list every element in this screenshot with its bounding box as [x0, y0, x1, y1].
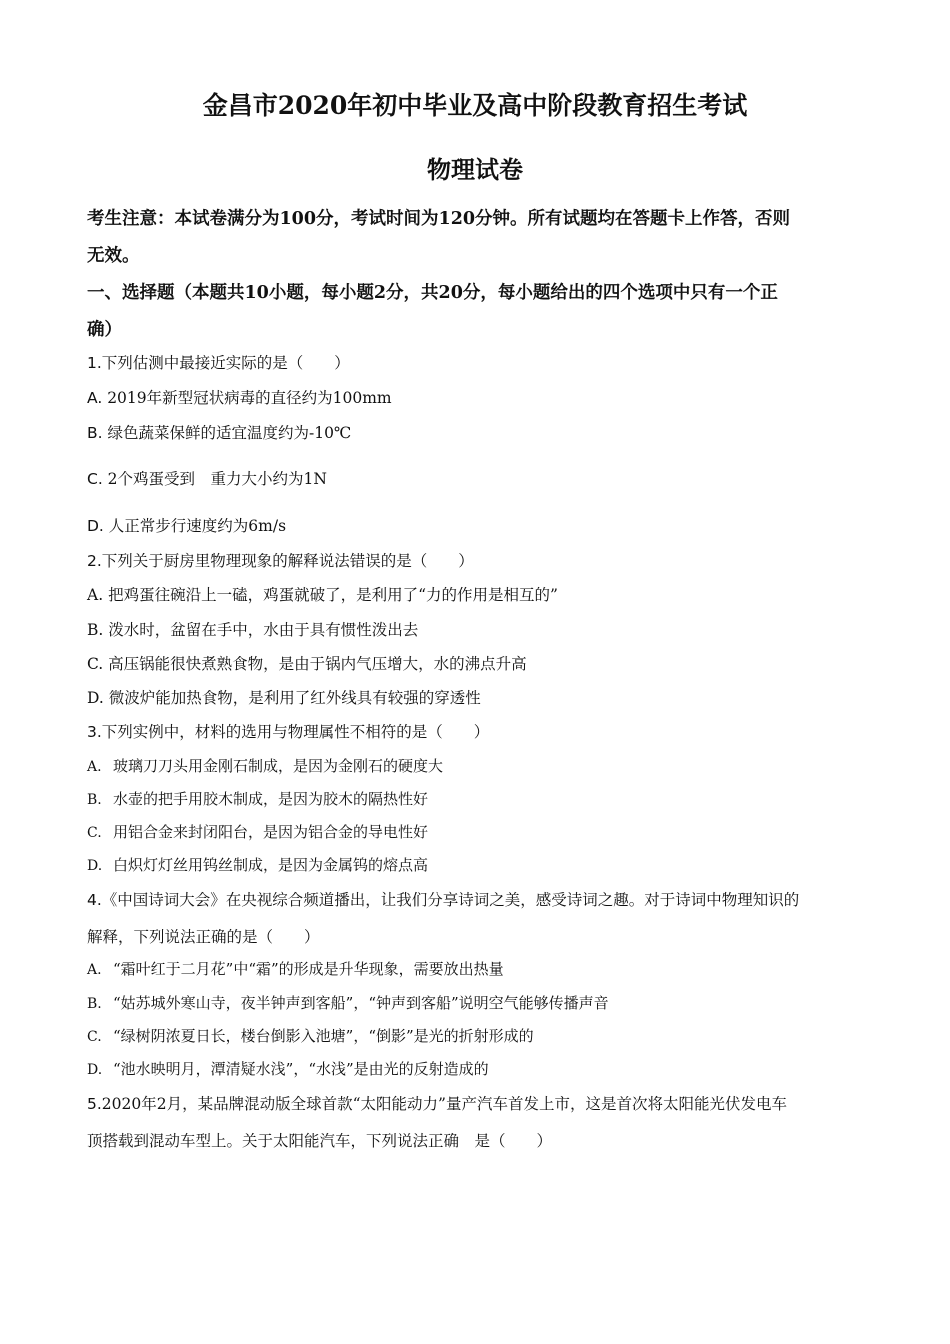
- notice-line-1: 考生注意：本试卷满分为100分，考试时间为120分钟。所有试题均在答题卡上作答，否则: [87, 209, 791, 229]
- option-text: 白炽灯灯丝用钨丝制成，是因为金属钨的熔点高: [113, 856, 429, 874]
- option-label: A.: [87, 962, 102, 978]
- option-text: 2019年新型冠状病毒的直径约为100mm: [102, 389, 392, 407]
- option-label: A.: [87, 389, 103, 407]
- question-2-option-a: [87, 583, 558, 605]
- question-1-option-a: [87, 386, 392, 408]
- option-label: B.: [87, 792, 102, 808]
- section-heading-line-1: 一、选择题（本题共10小题，每小题2分，共20分，每小题给出的四个选项中只有一个正: [87, 283, 778, 303]
- question-text: 《中国诗词大会》在央视综合频道播出，让我们分享诗词之美，感受诗词之趣。对于诗词中物理知识的: [101, 891, 800, 909]
- question-1-option-d: [87, 514, 286, 536]
- option-text: “绿树阴浓夏日长，楼台倒影入池塘”，“倒影”是光的折射形成的: [113, 1027, 534, 1045]
- option-text: 2个鸡蛋受到 重力大小约为1N: [102, 470, 327, 488]
- question-4-option-a: [87, 958, 504, 979]
- option-label: B.: [87, 996, 102, 1012]
- question-4-option-d: [87, 1058, 489, 1079]
- option-label: A.: [87, 586, 104, 604]
- question-4-option-c: [87, 1025, 534, 1046]
- option-label: D.: [87, 517, 104, 535]
- option-text: 人正常步行速度约为6m/s: [103, 517, 287, 535]
- question-4-option-b: [87, 992, 609, 1013]
- option-text: 玻璃刀刀头用金刚石制成，是因为金刚石的硬度大: [113, 757, 444, 775]
- question-number: 5.: [87, 1095, 102, 1113]
- question-2-option-c: [87, 652, 527, 674]
- option-label: D.: [87, 689, 104, 707]
- question-3-option-c: [87, 821, 428, 842]
- question-5-stem-continued: 顶搭载到混动车型上。关于太阳能汽车，下列说法正确 是（ ）: [87, 1132, 553, 1150]
- question-4-stem-continued: 解释，下列说法正确的是（ ）: [87, 928, 320, 946]
- option-label: C.: [87, 825, 102, 841]
- question-text: 2020年2月，某品牌混动版全球首款“太阳能动力”量产汽车首发上市，这是首次将太阳能光伏发电车: [101, 1095, 787, 1113]
- question-number: 4.: [87, 891, 102, 909]
- question-text: 下列实例中，材料的选用与物理属性不相符的是（ ）: [101, 723, 490, 741]
- question-3-option-a: [87, 755, 443, 776]
- question-1-stem: [87, 351, 350, 373]
- option-text: “霜叶红于二月花”中“霜”的形成是升华现象，需要放出热量: [113, 960, 504, 978]
- question-2-stem: [87, 549, 474, 571]
- option-text: 微波炉能加热食物，是利用了红外线具有较强的穿透性: [108, 689, 481, 707]
- option-text: 泼水时，盆留在手中，水由于具有惯性泼出去: [108, 621, 419, 639]
- option-text: 水壶的把手用胶木制成，是因为胶木的隔热性好: [113, 790, 429, 808]
- question-1-option-b: [87, 421, 351, 443]
- option-text: 把鸡蛋往碗沿上一磕，鸡蛋就破了，是利用了“力的作用是相互的”: [108, 586, 558, 604]
- question-3-option-b: [87, 788, 428, 809]
- option-label: B.: [87, 424, 103, 442]
- exam-title: 金昌市2020年初中毕业及高中阶段教育招生考试: [202, 91, 748, 120]
- question-4-stem: [87, 888, 799, 910]
- exam-subtitle: 物理试卷: [427, 155, 523, 184]
- option-text: “姑苏城外寒山寺，夜半钟声到客船”，“钟声到客船”说明空气能够传播声音: [113, 994, 609, 1012]
- question-number: 2.: [87, 552, 102, 570]
- question-2-option-b: [87, 618, 418, 640]
- question-1-option-c: [87, 467, 327, 489]
- option-text: 绿色蔬菜保鲜的适宜温度约为-10℃: [102, 424, 352, 442]
- question-text: 下列关于厨房里物理现象的解释说法错误的是（ ）: [101, 552, 474, 570]
- question-3-option-d: [87, 854, 428, 875]
- section-heading-line-2: 确）: [87, 320, 122, 340]
- question-number: 1.: [87, 354, 102, 372]
- option-text: 用铝合金来封闭阳台，是因为铝合金的导电性好: [113, 823, 429, 841]
- notice-line-2: 无效。: [87, 246, 140, 266]
- option-label: A.: [87, 759, 102, 775]
- option-text: “池水映明月，潭清疑水浅”，“水浅”是由光的反射造成的: [113, 1060, 489, 1078]
- question-3-stem: [87, 720, 489, 742]
- question-2-option-d: [87, 686, 481, 708]
- option-label: C.: [87, 470, 103, 488]
- question-5-stem: [87, 1092, 787, 1114]
- option-label: C.: [87, 655, 104, 673]
- option-label: D.: [87, 858, 103, 874]
- option-text: 高压锅能很快煮熟食物，是由于锅内气压增大，水的沸点升高: [108, 655, 527, 673]
- question-number: 3.: [87, 723, 102, 741]
- option-label: B.: [87, 621, 104, 639]
- option-label: D.: [87, 1062, 103, 1078]
- option-label: C.: [87, 1029, 102, 1045]
- question-text: 下列估测中最接近实际的是（ ）: [101, 354, 350, 372]
